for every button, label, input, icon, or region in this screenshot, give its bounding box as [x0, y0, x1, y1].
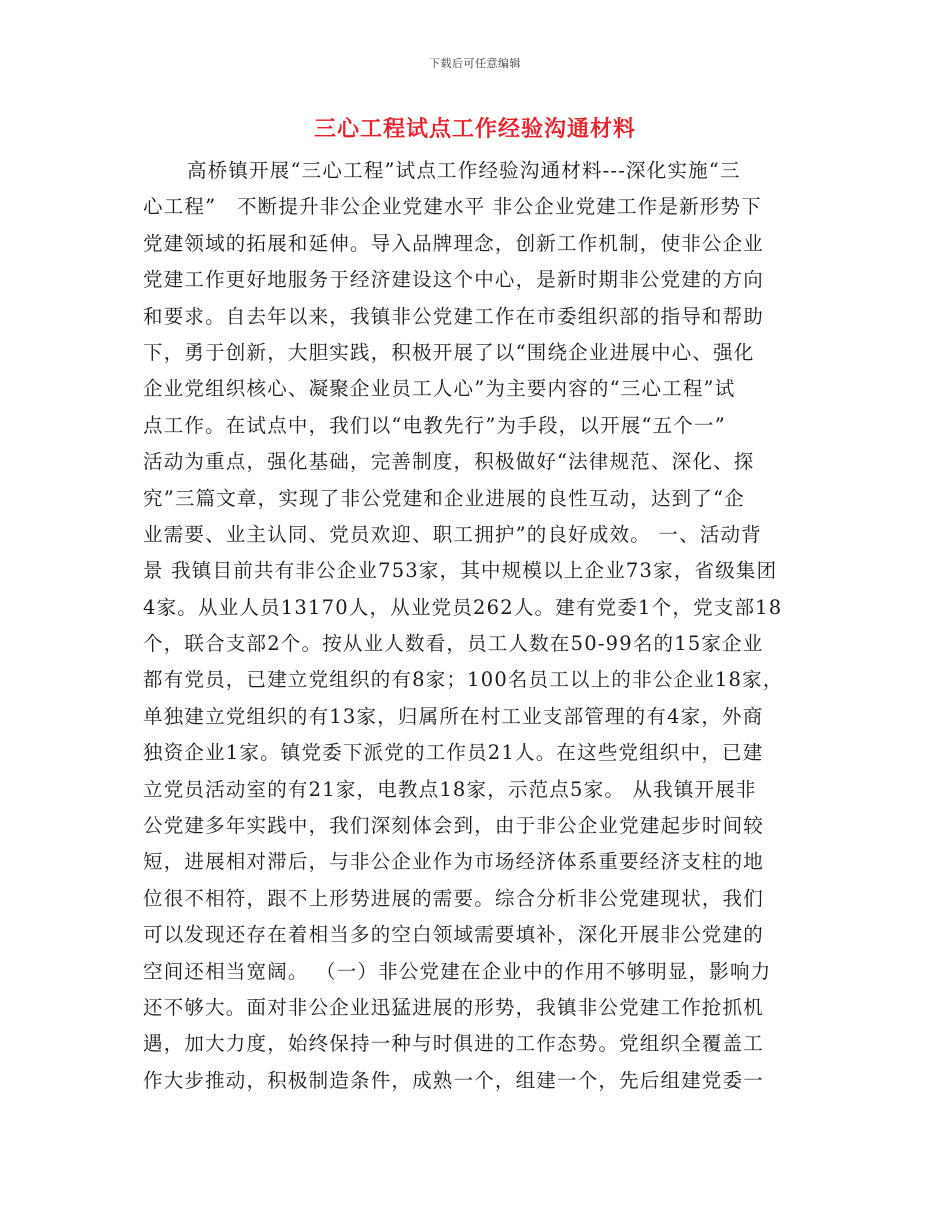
body-line: 党建工作更好地服务于经济建设这个中心，是新时期非公党建的方向: [143, 268, 765, 292]
document-title: 三心工程试点工作经验沟通材料: [313, 116, 636, 142]
body-line: 景 我镇目前共有非公企业753家，其中规模以上企业73家，省级集团: [143, 559, 778, 583]
body-line: 高桥镇开展“三心工程”试点工作经验沟通材料---深化实施“三: [187, 159, 741, 182]
body-line: 下，勇于创新，大胆实践，积极开展了以“围绕企业进展中心、强化: [143, 340, 755, 364]
body-line: 空间还相当宽阔。 （一）非公党建在企业中的作用不够明显，影响力: [143, 959, 772, 983]
header-note: 下载后可任意编辑: [429, 57, 521, 70]
body-line: 都有党员，已建立党组织的有8家；100名员工以上的非公企业18家，: [143, 668, 784, 692]
body-line: 4家。从业人员13170人，从业党员262人。建有党委1个，党支部18: [143, 595, 783, 619]
body-line: 点工作。在试点中，我们以“电教先行”为手段，以开展“五个一”: [143, 413, 726, 437]
body-line: 党建领域的拓展和延伸。导入品牌理念，创新工作机制，使非公企业: [143, 231, 765, 255]
body-line: 企业党组织核心、凝聚企业员工人心”为主要内容的“三心工程”试: [143, 377, 736, 401]
body-line: 活动为重点，强化基础，完善制度，积极做好“法律规范、深化、探: [143, 450, 755, 474]
body-line: 心工程” 不断提升非公企业党建水平 非公企业党建工作是新形势下: [143, 195, 762, 219]
document-body: [143, 153, 809, 1099]
body-line: 公党建多年实践中，我们深刻体会到，由于非公企业党建起步时间较: [143, 814, 765, 838]
body-line: 作大步推动，积极制造条件，成熟一个，组建一个，先后组建党委一: [143, 1068, 765, 1092]
body-line: 个，联合支部2个。按从业人数看，员工人数在50-99名的15家企业: [143, 632, 764, 656]
body-line: 和要求。自去年以来，我镇非公党建工作在市委组织部的指导和帮助: [143, 304, 765, 328]
body-line: 还不够大。面对非公企业迅猛进展的形势，我镇非公党建工作抢抓机: [143, 995, 765, 1019]
body-line: 遇，加大力度，始终保持一种与时俱进的工作态势。党组织全覆盖工: [143, 1032, 765, 1056]
body-line: 短，进展相对滞后，与非公企业作为市场经济体系重要经济支柱的地: [143, 850, 765, 874]
body-line: 立党员活动室的有21家，电教点18家，示范点5家。 从我镇开展非: [143, 777, 757, 801]
body-line: 究”三篇文章，实现了非公党建和企业进展的良性互动，达到了“企: [143, 486, 745, 510]
body-line: 独资企业1家。镇党委下派党的工作员21人。在这些党组织中，已建: [143, 741, 764, 765]
body-line: 业需要、业主认同、党员欢迎、职工拥护”的良好成效。 一、活动背: [143, 522, 762, 546]
body-line: 单独建立党组织的有13家，归属所在村工业支部管理的有4家，外商: [143, 704, 764, 728]
body-line: 位很不相符，跟不上形势进展的需要。综合分析非公党建现状，我们: [143, 886, 765, 910]
body-line: 可以发现还存在着相当多的空白领域需要填补，深化开展非公党建的: [143, 923, 765, 947]
